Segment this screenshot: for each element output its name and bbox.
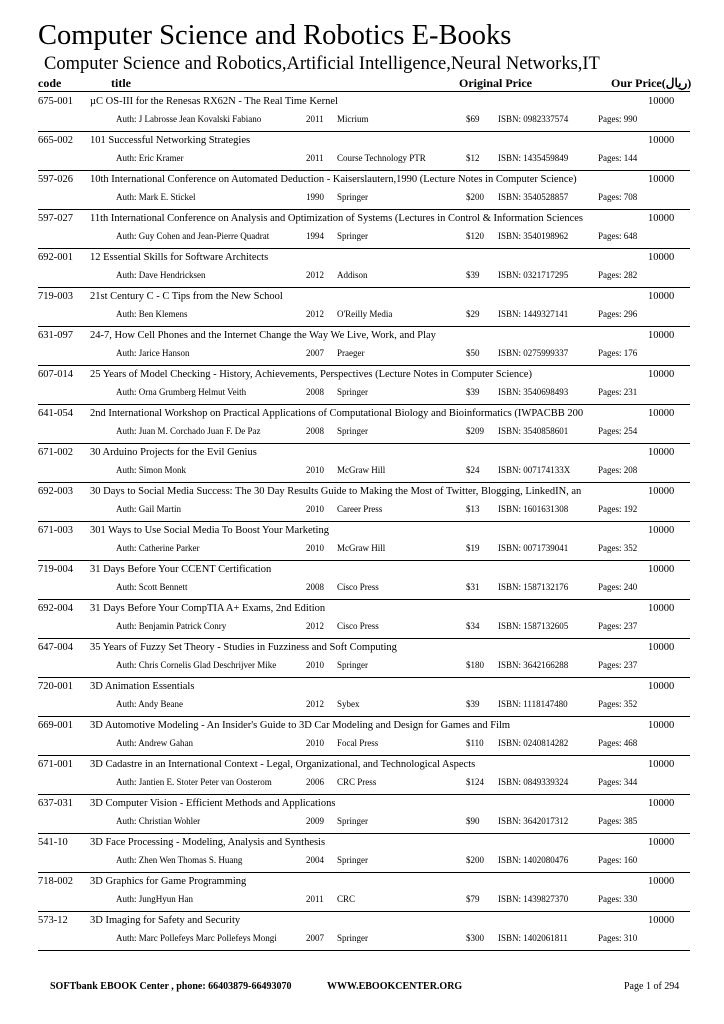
book-title: 25 Years of Model Checking - History, Achievements, Perspectives (Lecture Notes in Computer Science) <box>90 369 532 380</box>
book-publisher: O'Reilly Media <box>337 309 393 319</box>
original-price: $13 <box>466 504 480 514</box>
book-pages: Pages: 240 <box>598 582 638 592</box>
book-author: Auth: Eric Kramer <box>116 153 184 163</box>
book-isbn: ISBN: 3540698493 <box>498 387 569 397</box>
book-pages: Pages: 160 <box>598 855 638 865</box>
book-isbn: ISBN: 0849339324 <box>498 777 569 787</box>
our-price: 10000 <box>648 135 675 146</box>
original-price: $12 <box>466 153 480 163</box>
our-price: 10000 <box>648 603 675 614</box>
list-item <box>0 172 724 211</box>
book-pages: Pages: 352 <box>598 543 638 553</box>
list-item <box>0 601 724 640</box>
original-price: $31 <box>466 582 480 592</box>
book-isbn: ISBN: 1402061811 <box>498 933 568 943</box>
book-isbn: ISBN: 1439827370 <box>498 894 569 904</box>
book-pages: Pages: 296 <box>598 309 638 319</box>
book-pages: Pages: 192 <box>598 504 638 514</box>
footer-contact: SOFTbank EBOOK Center , phone: 66403879-66493070 <box>50 981 292 992</box>
row-divider <box>38 950 690 951</box>
book-pages: Pages: 208 <box>598 465 638 475</box>
book-isbn: ISBN: 3540198962 <box>498 231 569 241</box>
book-year: 2011 <box>306 153 324 163</box>
page-subtitle: Computer Science and Robotics,Artificial Intelligence,Neural Networks,IT <box>44 54 600 74</box>
book-pages: Pages: 344 <box>598 777 638 787</box>
book-publisher: Springer <box>337 231 368 241</box>
book-pages: Pages: 330 <box>598 894 638 904</box>
book-author: Auth: Guy Cohen and Jean-Pierre Quadrat <box>116 231 270 241</box>
book-publisher: Career Press <box>337 504 383 514</box>
book-year: 2007 <box>306 348 324 358</box>
book-author: Auth: Jarice Hanson <box>116 348 190 358</box>
book-pages: Pages: 468 <box>598 738 638 748</box>
page-number: Page 1 of 294 <box>624 981 680 992</box>
book-code: 597-027 <box>38 213 73 224</box>
book-isbn: ISBN: 3540528857 <box>498 192 569 202</box>
our-price: 10000 <box>648 681 675 692</box>
list-item <box>0 211 724 250</box>
our-price: 10000 <box>648 642 675 653</box>
book-title: µC OS-III for the Renesas RX62N - The Real Time Kernel <box>90 96 338 107</box>
book-year: 2010 <box>306 465 324 475</box>
book-isbn: ISBN: 3540858601 <box>498 426 569 436</box>
book-pages: Pages: 231 <box>598 387 638 397</box>
list-item <box>0 835 724 874</box>
book-author: Auth: Andrew Gahan <box>116 738 193 748</box>
footer-website: WWW.EBOOKCENTER.ORG <box>327 981 463 992</box>
original-price: $180 <box>466 660 484 670</box>
list-item <box>0 718 724 757</box>
book-year: 2007 <box>306 933 324 943</box>
book-isbn: ISBN: 1587132176 <box>498 582 569 592</box>
book-author: Auth: Andy Beane <box>116 699 183 709</box>
our-price: 10000 <box>648 330 675 341</box>
book-code: 669-001 <box>38 720 73 731</box>
book-pages: Pages: 176 <box>598 348 638 358</box>
book-code: 720-001 <box>38 681 73 692</box>
book-year: 1994 <box>306 231 324 241</box>
book-author: Auth: Mark E. Stickel <box>116 192 196 202</box>
book-isbn: ISBN: 1601631308 <box>498 504 569 514</box>
list-item <box>0 640 724 679</box>
list-item <box>0 328 724 367</box>
row-divider <box>38 326 690 327</box>
book-code: 671-002 <box>38 447 73 458</box>
book-pages: Pages: 990 <box>598 114 638 124</box>
book-publisher: McGraw Hill <box>337 465 386 475</box>
book-publisher: Springer <box>337 192 368 202</box>
book-year: 2008 <box>306 426 324 436</box>
our-price: 10000 <box>648 213 675 224</box>
book-title: 3D Imaging for Safety and Security <box>90 915 241 926</box>
book-title: 3D Computer Vision - Efficient Methods and Applications <box>90 798 336 809</box>
row-divider <box>38 677 690 678</box>
header-divider <box>38 91 690 92</box>
book-title: 11th International Conference on Analysis and Optimization of Systems (Lectures in Control & Information Sciences <box>90 213 583 224</box>
list-item <box>0 913 724 952</box>
list-item <box>0 679 724 718</box>
book-code: 671-003 <box>38 525 73 536</box>
original-price: $120 <box>466 231 484 241</box>
our-price: 10000 <box>648 837 675 848</box>
our-price: 10000 <box>648 408 675 419</box>
book-isbn: ISBN: 0321717295 <box>498 270 569 280</box>
original-price: $200 <box>466 192 484 202</box>
row-divider <box>38 911 690 912</box>
book-publisher: Course Technology PTR <box>337 153 426 163</box>
book-code: 541-10 <box>38 837 68 848</box>
row-divider <box>38 716 690 717</box>
book-publisher: Sybex <box>337 699 360 709</box>
book-code: 719-003 <box>38 291 73 302</box>
book-pages: Pages: 282 <box>598 270 638 280</box>
row-divider <box>38 443 690 444</box>
book-author: Auth: Ben Klemens <box>116 309 188 319</box>
original-price: $69 <box>466 114 480 124</box>
column-header-original-price: Original Price <box>459 76 532 90</box>
book-publisher: Springer <box>337 855 368 865</box>
book-publisher: Focal Press <box>337 738 379 748</box>
book-year: 2006 <box>306 777 324 787</box>
book-author: Auth: Zhen Wen Thomas S. Huang <box>116 855 243 865</box>
book-isbn: ISBN: 3642017312 <box>498 816 569 826</box>
book-publisher: Springer <box>337 660 368 670</box>
book-year: 1990 <box>306 192 324 202</box>
book-publisher: Springer <box>337 426 368 436</box>
book-title: 24-7, How Cell Phones and the Internet Change the Way We Live, Work, and Play <box>90 330 436 341</box>
our-price: 10000 <box>648 876 675 887</box>
list-item <box>0 874 724 913</box>
original-price: $200 <box>466 855 484 865</box>
book-code: 665-002 <box>38 135 73 146</box>
book-code: 692-003 <box>38 486 73 497</box>
book-pages: Pages: 385 <box>598 816 638 826</box>
book-code: 631-097 <box>38 330 73 341</box>
our-price: 10000 <box>648 915 675 926</box>
book-title: 31 Days Before Your CompTIA A+ Exams, 2nd Edition <box>90 603 326 614</box>
book-title: 12 Essential Skills for Software Architects <box>90 252 269 263</box>
book-code: 719-004 <box>38 564 73 575</box>
book-pages: Pages: 310 <box>598 933 638 943</box>
book-title: 3D Automotive Modeling - An Insider's Guide to 3D Car Modeling and Design for Games and Film <box>90 720 511 731</box>
book-pages: Pages: 144 <box>598 153 638 163</box>
our-price: 10000 <box>648 564 675 575</box>
list-item <box>0 133 724 172</box>
book-author: Auth: Scott Bennett <box>116 582 188 592</box>
book-title: 21st Century C - C Tips from the New School <box>90 291 283 302</box>
book-code: 671-001 <box>38 759 73 770</box>
book-author: Auth: Catherine Parker <box>116 543 200 553</box>
book-publisher: Springer <box>337 933 368 943</box>
book-code: 692-001 <box>38 252 73 263</box>
book-code: 573-12 <box>38 915 68 926</box>
book-code: 597-026 <box>38 174 73 185</box>
book-isbn: ISBN: 0071739041 <box>498 543 569 553</box>
our-price: 10000 <box>648 759 675 770</box>
book-pages: Pages: 237 <box>598 621 638 631</box>
book-publisher: Springer <box>337 816 368 826</box>
list-item <box>0 796 724 835</box>
original-price: $39 <box>466 270 480 280</box>
book-author: Auth: Simon Monk <box>116 465 187 475</box>
book-year: 2011 <box>306 894 324 904</box>
list-item <box>0 484 724 523</box>
our-price: 10000 <box>648 486 675 497</box>
our-price: 10000 <box>648 447 675 458</box>
original-price: $24 <box>466 465 480 475</box>
book-publisher: Cisco Press <box>337 582 379 592</box>
our-price: 10000 <box>648 369 675 380</box>
our-price: 10000 <box>648 798 675 809</box>
book-title: 3D Face Processing - Modeling, Analysis and Synthesis <box>90 837 326 848</box>
book-title: 3D Cadastre in an International Context - Legal, Organizational, and Technological Aspects <box>90 759 476 770</box>
book-author: Auth: Orna Grumberg Helmut Veith <box>116 387 247 397</box>
book-code: 641-054 <box>38 408 73 419</box>
book-title: 3D Graphics for Game Programming <box>90 876 247 887</box>
row-divider <box>38 833 690 834</box>
book-isbn: ISBN: 007174133X <box>498 465 571 475</box>
book-title: 30 Days to Social Media Success: The 30 Day Results Guide to Making the Most of Twitter, Blogging, LinkedIN, an <box>90 486 582 497</box>
page-title: Computer Science and Robotics E-Books <box>38 20 512 51</box>
row-divider <box>38 521 690 522</box>
original-price: $110 <box>466 738 484 748</box>
our-price: 10000 <box>648 720 675 731</box>
column-header-code: code <box>38 76 62 90</box>
book-author: Auth: Chris Cornelis Glad Deschrijver Mike <box>116 660 277 670</box>
book-publisher: CRC Press <box>337 777 377 787</box>
row-divider <box>38 248 690 249</box>
list-item <box>0 562 724 601</box>
book-code: 718-002 <box>38 876 73 887</box>
row-divider <box>38 560 690 561</box>
original-price: $209 <box>466 426 484 436</box>
book-publisher: CRC <box>337 894 356 904</box>
book-year: 2010 <box>306 543 324 553</box>
book-isbn: ISBN: 1402080476 <box>498 855 569 865</box>
book-author: Auth: Benjamin Patrick Conry <box>116 621 227 631</box>
original-price: $79 <box>466 894 480 904</box>
book-isbn: ISBN: 1587132605 <box>498 621 569 631</box>
book-year: 2010 <box>306 660 324 670</box>
row-divider <box>38 365 690 366</box>
book-publisher: McGraw Hill <box>337 543 386 553</box>
book-pages: Pages: 254 <box>598 426 638 436</box>
book-code: 607-014 <box>38 369 73 380</box>
book-author: Auth: Christian Wohler <box>116 816 201 826</box>
book-pages: Pages: 708 <box>598 192 638 202</box>
book-isbn: ISBN: 1118147480 <box>498 699 568 709</box>
book-title: 30 Arduino Projects for the Evil Genius <box>90 447 257 458</box>
original-price: $300 <box>466 933 484 943</box>
book-title: 10th International Conference on Automated Deduction - Kaiserslautern,1990 (Lecture Notes in Computer Science) <box>90 174 577 185</box>
row-divider <box>38 599 690 600</box>
book-author: Auth: Marc Pollefeys Marc Pollefeys Mongi <box>116 933 277 943</box>
column-header-our-price: Our Price(ریال) <box>611 76 692 90</box>
book-publisher: Cisco Press <box>337 621 379 631</box>
book-code: 647-004 <box>38 642 73 653</box>
list-item <box>0 250 724 289</box>
row-divider <box>38 404 690 405</box>
book-title: 3D Animation Essentials <box>90 681 195 692</box>
book-publisher: Springer <box>337 387 368 397</box>
book-code: 637-031 <box>38 798 73 809</box>
original-price: $34 <box>466 621 480 631</box>
original-price: $90 <box>466 816 480 826</box>
our-price: 10000 <box>648 525 675 536</box>
row-divider <box>38 872 690 873</box>
book-pages: Pages: 648 <box>598 231 638 241</box>
row-divider <box>38 287 690 288</box>
list-item <box>0 289 724 328</box>
book-pages: Pages: 352 <box>598 699 638 709</box>
our-price: 10000 <box>648 96 675 107</box>
row-divider <box>38 131 690 132</box>
book-publisher: Micrium <box>337 114 369 124</box>
book-author: Auth: JungHyun Han <box>116 894 193 904</box>
book-title: 31 Days Before Your CCENT Certification <box>90 564 272 575</box>
row-divider <box>38 209 690 210</box>
book-isbn: ISBN: 1435459849 <box>498 153 569 163</box>
book-code: 675-001 <box>38 96 73 107</box>
book-author: Auth: Dave Hendricksen <box>116 270 206 280</box>
row-divider <box>38 170 690 171</box>
book-year: 2010 <box>306 504 324 514</box>
row-divider <box>38 482 690 483</box>
book-isbn: ISBN: 0275999337 <box>498 348 569 358</box>
book-year: 2008 <box>306 387 324 397</box>
book-author: Auth: Juan M. Corchado Juan F. De Paz <box>116 426 261 436</box>
book-year: 2012 <box>306 699 324 709</box>
original-price: $50 <box>466 348 480 358</box>
our-price: 10000 <box>648 291 675 302</box>
book-author: Auth: Jantien E. Stoter Peter van Oosterom <box>116 777 272 787</box>
original-price: $39 <box>466 387 480 397</box>
book-year: 2010 <box>306 738 324 748</box>
book-year: 2004 <box>306 855 324 865</box>
column-header-title: title <box>111 76 131 90</box>
book-isbn: ISBN: 1449327141 <box>498 309 569 319</box>
row-divider <box>38 638 690 639</box>
original-price: $124 <box>466 777 484 787</box>
book-isbn: ISBN: 0240814282 <box>498 738 569 748</box>
list-item <box>0 94 724 133</box>
list-item <box>0 445 724 484</box>
book-year: 2012 <box>306 621 324 631</box>
book-year: 2012 <box>306 309 324 319</box>
book-publisher: Praeger <box>337 348 365 358</box>
our-price: 10000 <box>648 174 675 185</box>
book-year: 2008 <box>306 582 324 592</box>
book-title: 2nd International Workshop on Practical Applications of Computational Biology and Bioinformatics (IWPACBB 200 <box>90 408 584 419</box>
row-divider <box>38 794 690 795</box>
book-isbn: ISBN: 0982337574 <box>498 114 569 124</box>
our-price: 10000 <box>648 252 675 263</box>
book-year: 2012 <box>306 270 324 280</box>
book-isbn: ISBN: 3642166288 <box>498 660 569 670</box>
book-year: 2011 <box>306 114 324 124</box>
book-publisher: Addison <box>337 270 368 280</box>
book-title: 35 Years of Fuzzy Set Theory - Studies in Fuzziness and Soft Computing <box>90 642 397 653</box>
book-author: Auth: J Labrosse Jean Kovalski Fabiano <box>116 114 262 124</box>
book-title: 101 Successful Networking Strategies <box>90 135 251 146</box>
original-price: $19 <box>466 543 480 553</box>
book-year: 2009 <box>306 816 324 826</box>
list-item <box>0 367 724 406</box>
book-title: 301 Ways to Use Social Media To Boost Your Marketing <box>90 525 329 536</box>
book-author: Auth: Gail Martin <box>116 504 181 514</box>
original-price: $39 <box>466 699 480 709</box>
list-item <box>0 757 724 796</box>
list-item <box>0 523 724 562</box>
row-divider <box>38 755 690 756</box>
list-item <box>0 406 724 445</box>
original-price: $29 <box>466 309 480 319</box>
book-pages: Pages: 237 <box>598 660 638 670</box>
book-code: 692-004 <box>38 603 73 614</box>
